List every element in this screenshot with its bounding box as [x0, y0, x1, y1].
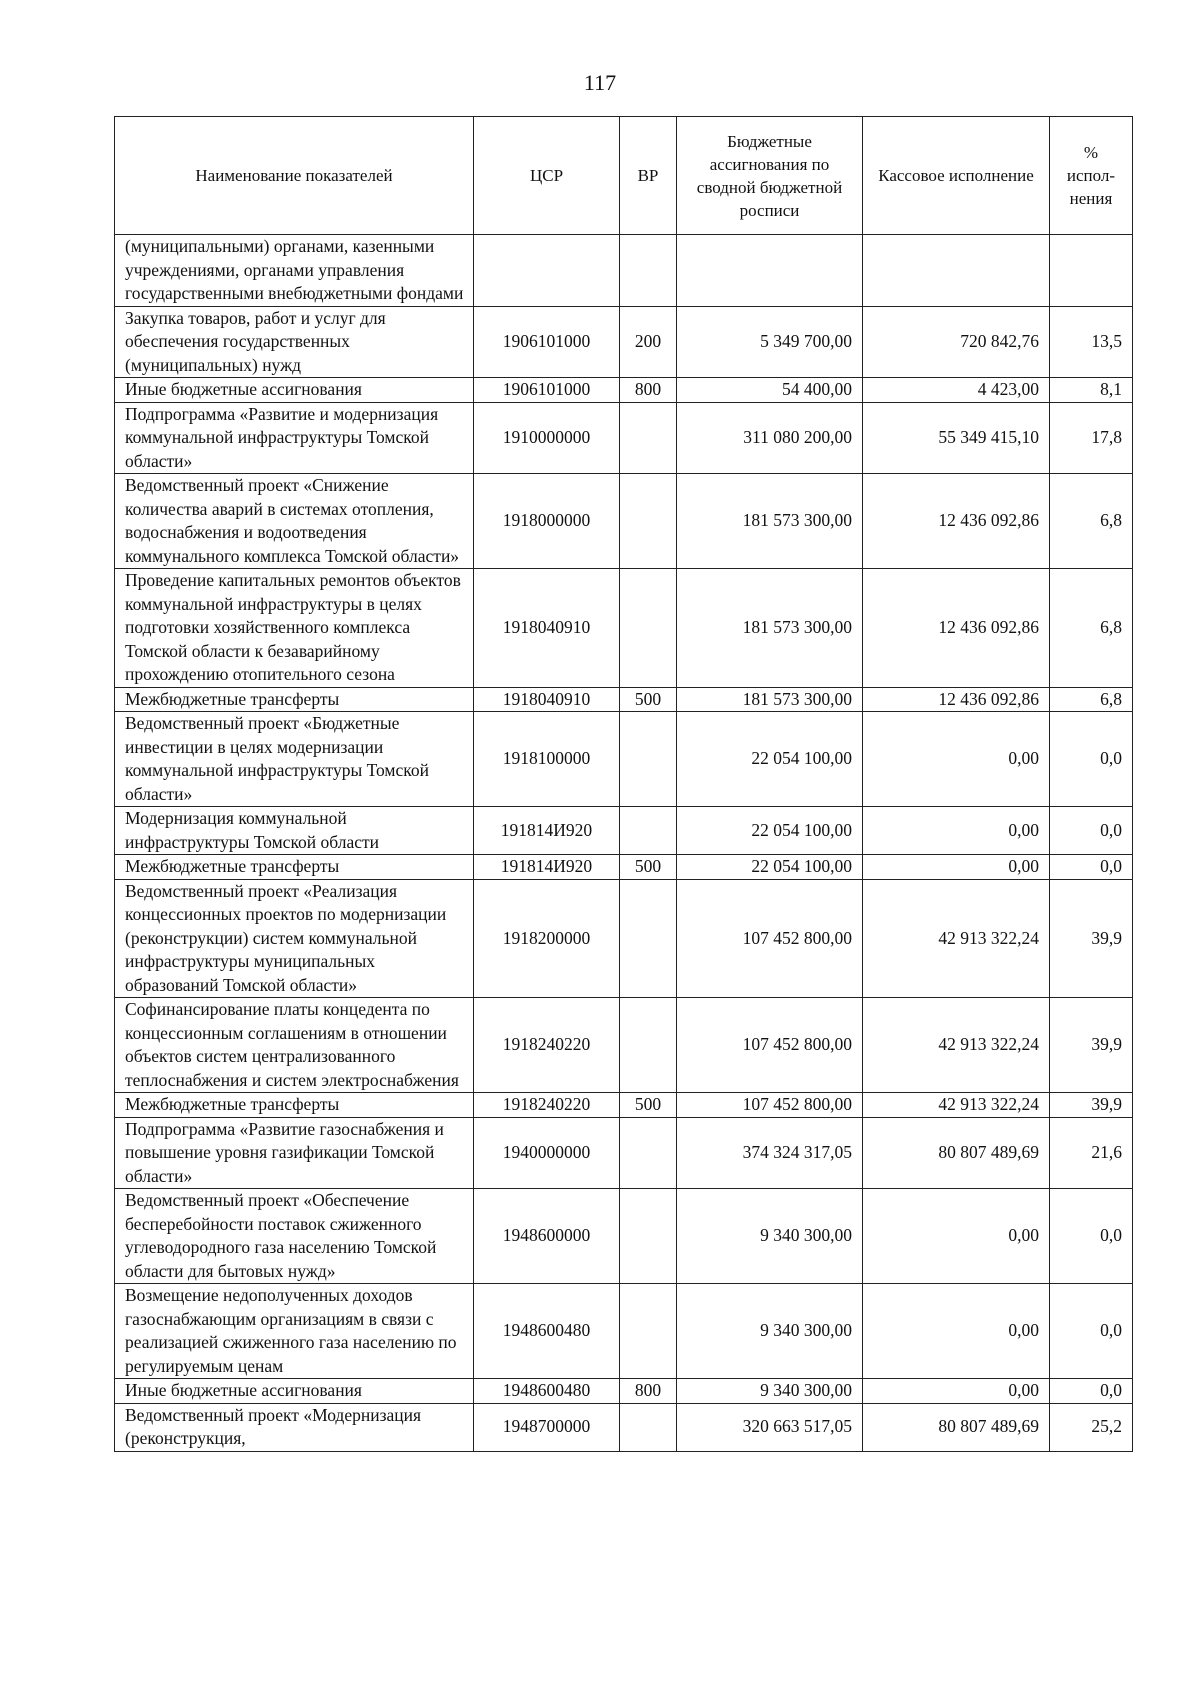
cell-percent: 39,9 [1050, 879, 1133, 998]
cell-code: 1918200000 [474, 879, 620, 998]
cell-vr [620, 1284, 677, 1379]
table-row [115, 1379, 1133, 1404]
table-row [115, 807, 1133, 855]
cell-allocation: 9 340 300,00 [677, 1379, 863, 1404]
table-row [115, 1403, 1133, 1451]
cell-code: 1910000000 [474, 402, 620, 474]
cell-percent [1050, 235, 1133, 307]
cell-percent: 39,9 [1050, 998, 1133, 1093]
cell-execution: 0,00 [863, 1379, 1050, 1404]
cell-execution: 12 436 092,86 [863, 687, 1050, 712]
cell-allocation: 181 573 300,00 [677, 687, 863, 712]
cell-code: 1918100000 [474, 712, 620, 807]
cell-vr [620, 998, 677, 1093]
cell-execution: 0,00 [863, 1284, 1050, 1379]
cell-execution: 42 913 322,24 [863, 1093, 1050, 1118]
cell-name: Софинансирование платы концедента по концессионным соглашениям в отношении объектов систем централизованного теплоснабжения и систем электроснабжения [115, 998, 474, 1093]
cell-allocation: 311 080 200,00 [677, 402, 863, 474]
cell-percent: 6,8 [1050, 474, 1133, 569]
table-row [115, 235, 1133, 307]
cell-percent: 8,1 [1050, 378, 1133, 403]
table-row [115, 1093, 1133, 1118]
cell-allocation: 320 663 517,05 [677, 1403, 863, 1451]
header-execution: Кассовое исполнение [863, 117, 1050, 235]
cell-execution: 42 913 322,24 [863, 998, 1050, 1093]
table-row [115, 378, 1133, 403]
cell-name: Ведомственный проект «Бюджетные инвестиции в целях модернизации коммунальной инфраструктуры Томской области» [115, 712, 474, 807]
cell-name: Ведомственный проект «Обеспечение бесперебойности поставок сжиженного углеводородного газа населению Томской области для бытовых нужд» [115, 1189, 474, 1284]
cell-vr [620, 807, 677, 855]
header-code: ЦСР [474, 117, 620, 235]
cell-code: 1948600000 [474, 1189, 620, 1284]
header-percent: % испол-нения [1050, 117, 1133, 235]
cell-execution: 42 913 322,24 [863, 879, 1050, 998]
cell-name: Межбюджетные трансферты [115, 687, 474, 712]
cell-percent: 0,0 [1050, 1379, 1133, 1404]
cell-vr: 500 [620, 855, 677, 880]
cell-execution: 12 436 092,86 [863, 569, 1050, 688]
cell-percent: 6,8 [1050, 687, 1133, 712]
header-allocation: Бюджетные ассигнования по сводной бюджетной росписи [677, 117, 863, 235]
cell-code [474, 235, 620, 307]
cell-name: Иные бюджетные ассигнования [115, 378, 474, 403]
cell-allocation: 9 340 300,00 [677, 1284, 863, 1379]
table-row [115, 306, 1133, 378]
cell-vr [620, 569, 677, 688]
cell-allocation: 181 573 300,00 [677, 569, 863, 688]
cell-percent: 13,5 [1050, 306, 1133, 378]
page-number: 117 [583, 70, 617, 95]
cell-allocation: 22 054 100,00 [677, 855, 863, 880]
table-row [115, 402, 1133, 474]
cell-vr [620, 1117, 677, 1189]
cell-execution: 720 842,76 [863, 306, 1050, 378]
cell-execution: 80 807 489,69 [863, 1403, 1050, 1451]
cell-allocation: 5 349 700,00 [677, 306, 863, 378]
cell-name: Межбюджетные трансферты [115, 1093, 474, 1118]
cell-name: Ведомственный проект «Снижение количества аварий в системах отопления, водоснабжения и водоотведения коммунального комплекса Томской области» [115, 474, 474, 569]
cell-percent: 0,0 [1050, 1284, 1133, 1379]
cell-execution [863, 235, 1050, 307]
cell-vr [620, 712, 677, 807]
table-row [115, 1284, 1133, 1379]
cell-allocation: 22 054 100,00 [677, 807, 863, 855]
cell-execution: 55 349 415,10 [863, 402, 1050, 474]
cell-vr [620, 1403, 677, 1451]
table-row [115, 569, 1133, 688]
cell-name: Межбюджетные трансферты [115, 855, 474, 880]
table-body [115, 235, 1133, 1452]
cell-vr: 200 [620, 306, 677, 378]
cell-name: (муниципальными) органами, казенными учреждениями, органами управления государственными внебюджетными фондами [115, 235, 474, 307]
cell-percent: 6,8 [1050, 569, 1133, 688]
cell-execution: 0,00 [863, 712, 1050, 807]
cell-name: Модернизация коммунальной инфраструктуры Томской области [115, 807, 474, 855]
cell-name: Проведение капитальных ремонтов объектов коммунальной инфраструктуры в целях подготовки хозяйственного комплекса Томской области к безаварийному прохождению отопительного сезона [115, 569, 474, 688]
header-name: Наименование показателей [115, 117, 474, 235]
cell-percent: 21,6 [1050, 1117, 1133, 1189]
cell-code: 1906101000 [474, 306, 620, 378]
cell-name: Ведомственный проект «Модернизация (реконструкция, [115, 1403, 474, 1451]
cell-name: Возмещение недополученных доходов газоснабжающим организациям в связи с реализацией сжиженного газа населению по регулируемым ценам [115, 1284, 474, 1379]
cell-execution: 0,00 [863, 1189, 1050, 1284]
cell-allocation: 181 573 300,00 [677, 474, 863, 569]
cell-vr [620, 1189, 677, 1284]
cell-percent: 0,0 [1050, 855, 1133, 880]
cell-execution: 4 423,00 [863, 378, 1050, 403]
cell-code: 1948600480 [474, 1284, 620, 1379]
cell-execution: 0,00 [863, 807, 1050, 855]
cell-vr [620, 235, 677, 307]
cell-name: Подпрограмма «Развитие газоснабжения и повышение уровня газификации Томской области» [115, 1117, 474, 1189]
cell-allocation: 374 324 317,05 [677, 1117, 863, 1189]
cell-code: 191814И920 [474, 807, 620, 855]
cell-name: Иные бюджетные ассигнования [115, 1379, 474, 1404]
cell-name: Подпрограмма «Развитие и модернизация коммунальной инфраструктуры Томской области» [115, 402, 474, 474]
cell-name: Ведомственный проект «Реализация концессионных проектов по модернизации (реконструкции) систем коммунальной инфраструктуры муниципальных образований Томской области» [115, 879, 474, 998]
cell-code: 1940000000 [474, 1117, 620, 1189]
cell-percent: 39,9 [1050, 1093, 1133, 1118]
header-vr: ВР [620, 117, 677, 235]
cell-percent: 25,2 [1050, 1403, 1133, 1451]
cell-allocation [677, 235, 863, 307]
cell-percent: 17,8 [1050, 402, 1133, 474]
cell-code: 1906101000 [474, 378, 620, 403]
cell-allocation: 9 340 300,00 [677, 1189, 863, 1284]
cell-execution: 0,00 [863, 855, 1050, 880]
cell-execution: 80 807 489,69 [863, 1117, 1050, 1189]
cell-allocation: 22 054 100,00 [677, 712, 863, 807]
table-row [115, 687, 1133, 712]
cell-vr [620, 474, 677, 569]
cell-percent: 0,0 [1050, 807, 1133, 855]
cell-execution: 12 436 092,86 [863, 474, 1050, 569]
cell-vr: 500 [620, 1093, 677, 1118]
cell-code: 1918000000 [474, 474, 620, 569]
cell-code: 1918040910 [474, 569, 620, 688]
cell-allocation: 107 452 800,00 [677, 1093, 863, 1118]
cell-code: 1948700000 [474, 1403, 620, 1451]
cell-percent: 0,0 [1050, 712, 1133, 807]
cell-vr: 500 [620, 687, 677, 712]
cell-code: 1948600480 [474, 1379, 620, 1404]
table-row [115, 712, 1133, 807]
cell-vr [620, 402, 677, 474]
table-row [115, 1189, 1133, 1284]
cell-code: 1918240220 [474, 998, 620, 1093]
cell-vr: 800 [620, 1379, 677, 1404]
cell-allocation: 107 452 800,00 [677, 998, 863, 1093]
budget-table [114, 116, 1133, 1452]
cell-code: 1918040910 [474, 687, 620, 712]
table-row [115, 998, 1133, 1093]
cell-code: 1918240220 [474, 1093, 620, 1118]
table-header-row [115, 117, 1133, 235]
table-row [115, 855, 1133, 880]
cell-percent: 0,0 [1050, 1189, 1133, 1284]
table-row [115, 474, 1133, 569]
cell-code: 191814И920 [474, 855, 620, 880]
cell-allocation: 54 400,00 [677, 378, 863, 403]
cell-allocation: 107 452 800,00 [677, 879, 863, 998]
table-row [115, 1117, 1133, 1189]
cell-name: Закупка товаров, работ и услуг для обеспечения государственных (муниципальных) нужд [115, 306, 474, 378]
cell-vr: 800 [620, 378, 677, 403]
cell-vr [620, 879, 677, 998]
table-row [115, 879, 1133, 998]
